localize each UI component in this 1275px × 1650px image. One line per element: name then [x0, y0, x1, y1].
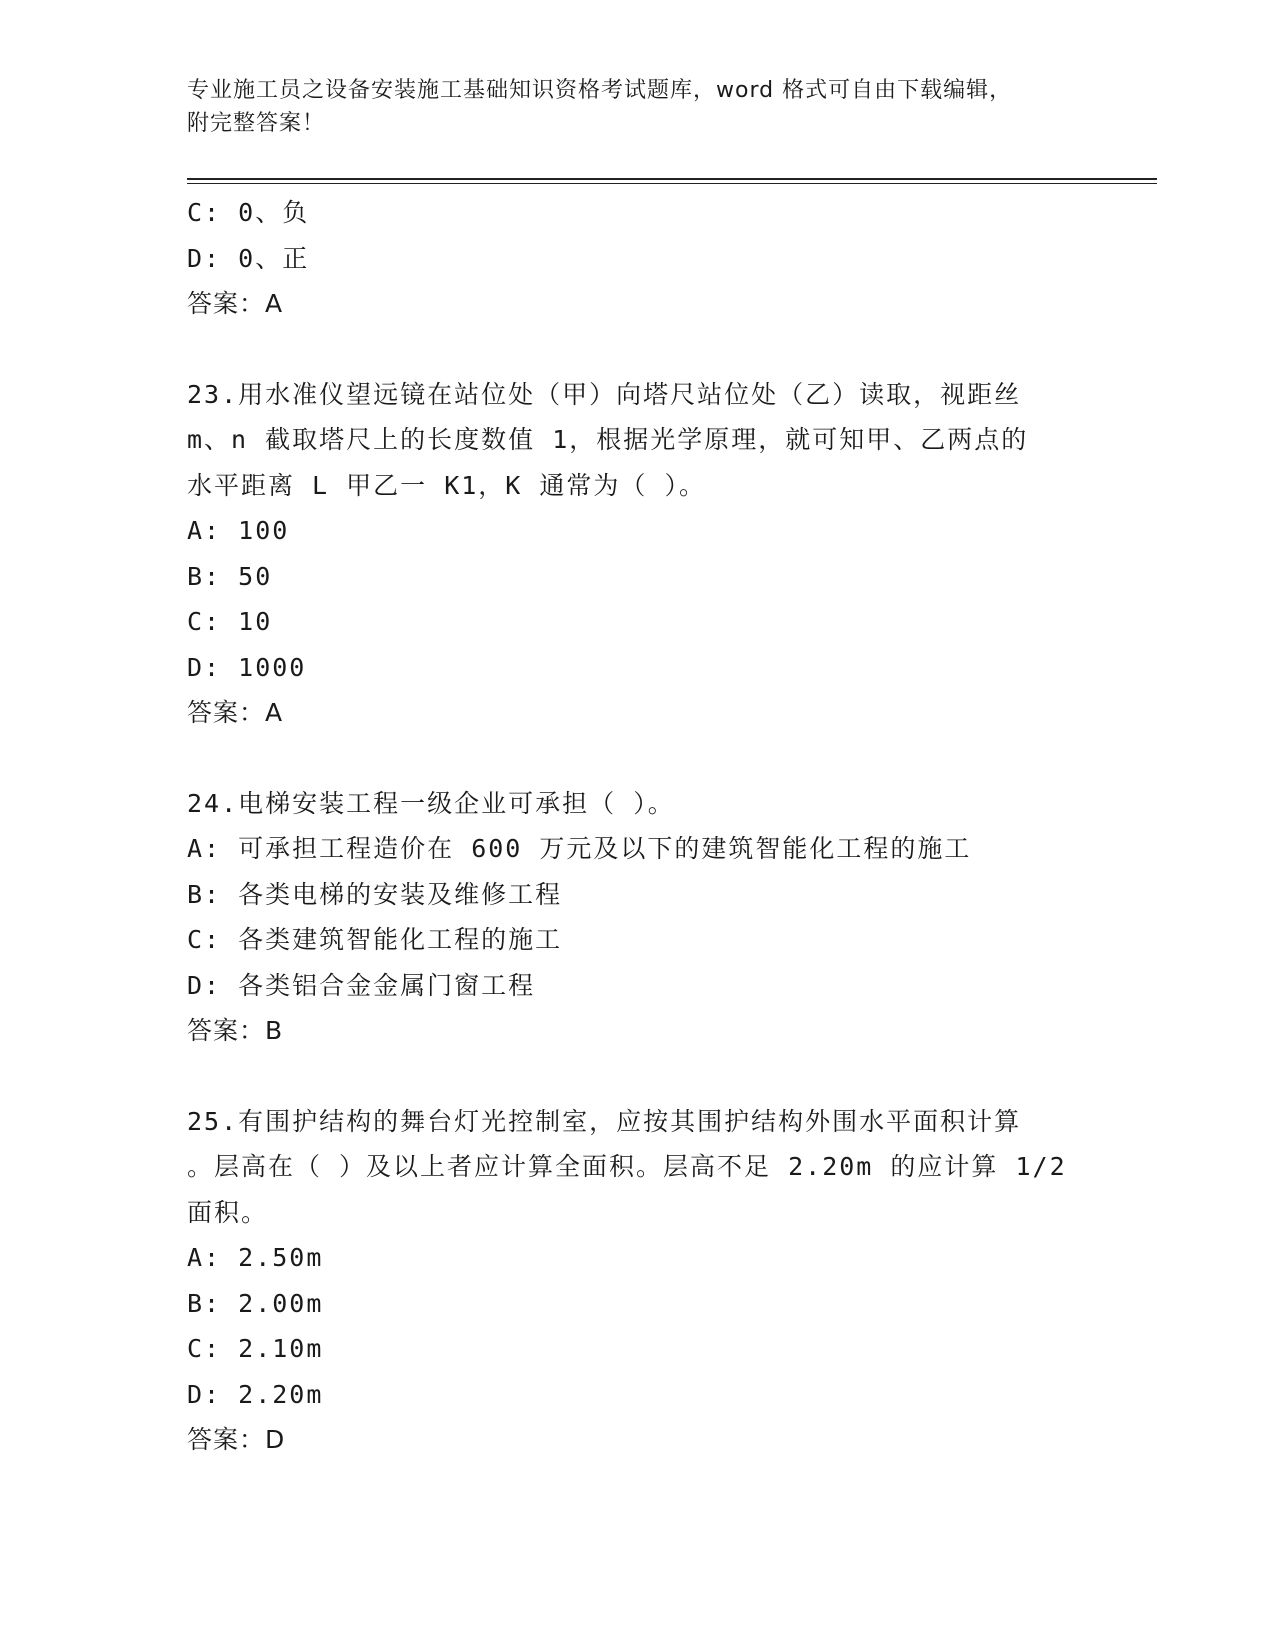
header-title-line-1: 专业施工员之设备安装施工基础知识资格考试题库，word 格式可自由下载编辑， — [187, 78, 1013, 103]
option-b: B: 50 — [187, 561, 273, 591]
option-d: D: 2.20m — [187, 1379, 324, 1409]
option-a: A: 可承担工程造价在 600 万元及以下的建筑智能化工程的施工 — [187, 834, 972, 863]
option-c: C: 各类建筑智能化工程的施工 — [187, 925, 563, 954]
question-25 — [187, 1099, 1087, 1463]
spacer — [187, 327, 1087, 372]
header-divider-thick — [187, 178, 1157, 180]
question-23 — [187, 372, 1087, 736]
question-stem-line: m、n 截取塔尺上的长度数值 1，根据光学原理，就可知甲、乙两点的 — [187, 425, 1029, 454]
question-stem-line: 23.用水准仪望远镜在站位处（甲）向塔尺站位处（乙）读取，视距丝 — [187, 379, 1022, 409]
option-b: B: 各类电梯的安装及维修工程 — [187, 879, 563, 909]
header-divider-thin — [187, 183, 1157, 184]
option-d: D: 0、正 — [187, 243, 310, 273]
option-a: A: 2.50m — [187, 1243, 324, 1272]
question-stem-line: 。层高在（ ）及以上者应计算全面积。层高不足 2.20m 的应计算 1/2 — [187, 1152, 1067, 1181]
question-stem-line: 水平距离 L 甲乙一 K1，K 通常为（ ）。 — [187, 470, 706, 500]
document-header — [187, 74, 1087, 140]
option-d: D: 1000 — [187, 652, 307, 682]
question-fragment — [187, 190, 1087, 327]
answer-line: 答案：A — [187, 289, 284, 318]
question-content — [187, 190, 1087, 1463]
answer-line: 答案：B — [187, 1016, 284, 1045]
spacer — [187, 736, 1087, 781]
question-stem-line: 面积。 — [187, 1197, 269, 1227]
option-c: C: 2.10m — [187, 1334, 324, 1363]
question-24 — [187, 781, 1087, 1054]
question-stem-line: 24.电梯安装工程一级企业可承担（ ）。 — [187, 788, 675, 818]
option-c: C: 0、负 — [187, 198, 310, 227]
answer-line: 答案：A — [187, 698, 284, 727]
answer-line: 答案：D — [187, 1425, 286, 1454]
option-d: D: 各类铝合金金属门窗工程 — [187, 970, 536, 1000]
header-title-line-2: 附完整答案！ — [187, 111, 326, 136]
option-a: A: 100 — [187, 516, 290, 545]
option-b: B: 2.00m — [187, 1288, 324, 1318]
spacer — [187, 1054, 1087, 1099]
question-stem-line: 25.有围护结构的舞台灯光控制室，应按其围护结构外围水平面积计算 — [187, 1106, 1022, 1136]
option-c: C: 10 — [187, 607, 273, 636]
